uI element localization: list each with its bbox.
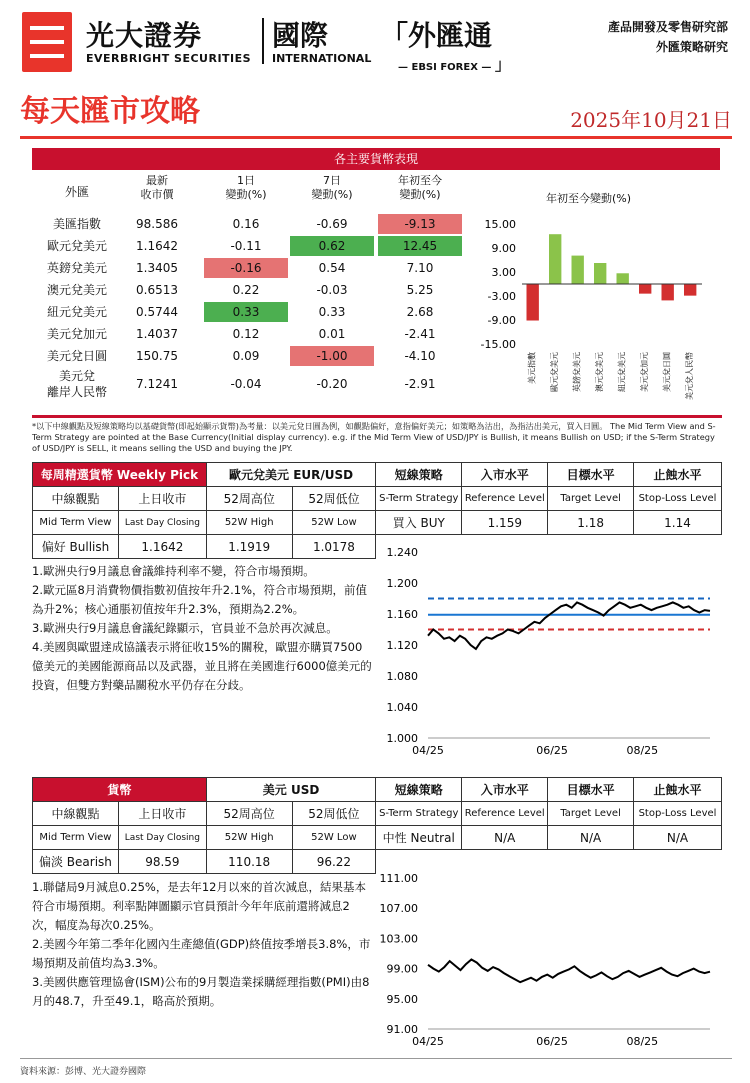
h-52high: 52周高位 [206, 487, 292, 511]
perf-value: 2.68 [406, 305, 434, 319]
intl-name-cn: 國際 [272, 19, 329, 52]
pick-pair: 歐元兌美元 EUR/USD [206, 463, 375, 487]
category-label: 歐元兌美元 [549, 352, 559, 392]
category-label: 澳元兌美元 [594, 352, 604, 392]
h-52high: 52周高位 [206, 802, 292, 826]
strategy-value: 買入 BUY [376, 511, 462, 535]
perf-value: 150.75 [136, 349, 178, 363]
x-tick-label: 06/25 [536, 744, 568, 757]
e-stop: Stop-Loss Level [634, 487, 722, 511]
y-tick-label: 107.00 [380, 902, 418, 916]
perf-value: 0.62 [290, 236, 374, 256]
high52-value: 110.18 [206, 850, 292, 874]
x-tick-label: 06/25 [536, 1035, 568, 1048]
currency-name: 美匯指數 [52, 217, 101, 231]
ytd-bar [662, 284, 674, 300]
ytd-chart-title: 年初至今變動(%) [546, 192, 632, 205]
perf-value: 7.1241 [136, 377, 178, 391]
e-52high: 52W High [206, 511, 292, 535]
y-tick-label: -15.00 [480, 338, 516, 351]
h-midview: 中線觀點 [33, 802, 119, 826]
report-date: 2025年10月21日 [570, 108, 732, 132]
section-rule [32, 415, 722, 418]
note-item: 1.聯儲局9月減息0.25%，是去年12月以來的首次減息，結果基本符合市場預期。利率點陣圖顯示官員預計今年年底前還將減息2次，幅度為每次0.25%。 [32, 880, 366, 932]
currency-name: 歐元兌美元 [46, 239, 107, 253]
high52-value: 1.1919 [206, 535, 292, 559]
e-stop: Stop-Loss Level [634, 802, 722, 826]
h-lastclose: 上日收市 [118, 802, 206, 826]
e-target: Target Level [548, 802, 634, 826]
low52-value: 1.0178 [292, 535, 376, 559]
category-label: 美元兌加元 [639, 352, 649, 392]
target-value: 1.18 [548, 511, 634, 535]
pick-pair: 美元 USD [206, 778, 375, 802]
currency-name: 美元兌日圓 [46, 349, 107, 363]
h-52low: 52周低位 [292, 487, 376, 511]
price-line [428, 960, 710, 983]
note-item: 1.歐洲央行9月議息會議維持利率不變，符合市場預期。 [32, 564, 315, 578]
forex-brand-cn: 「外匯通 [380, 19, 493, 52]
note-item: 2.美國今年第二季年化國內生產總值(GDP)終值按季增長3.8%，市場預期及前值均為3.3%。 [32, 937, 371, 970]
e-52high: 52W High [206, 826, 292, 850]
h-stop: 止蝕水平 [634, 463, 722, 487]
e-strategy: S-Term Strategy [376, 802, 462, 826]
category-label: 美元指數 [527, 352, 537, 384]
header-rule [20, 136, 732, 139]
perf-value: 0.5744 [136, 305, 178, 319]
perf-value: 5.25 [406, 283, 434, 297]
h-lastclose: 上日收市 [118, 487, 206, 511]
note-item: 3.美國供應管理協會(ISM)公布的9月製造業採購經理指數(PMI)由8月的48.7，升至49.1，略高於預期。 [32, 975, 370, 1008]
h-target: 目標水平 [548, 463, 634, 487]
y-tick-label: 1.240 [386, 546, 418, 559]
currency-name: 美元兌 [58, 369, 95, 383]
perf-value: 0.6513 [136, 283, 178, 297]
lastclose-value: 1.1642 [118, 535, 206, 559]
brand-name-en: EVERBRIGHT SECURITIES [86, 52, 252, 65]
performance-table [32, 172, 472, 412]
y-tick-label: 111.00 [380, 872, 418, 885]
e-entry: Reference Level [462, 802, 548, 826]
h-52low: 52周低位 [292, 802, 376, 826]
col-header-close: 最新 收市價 [140, 174, 174, 201]
perf-value: -2.91 [404, 377, 436, 391]
perf-value: -0.16 [204, 258, 288, 278]
perf-value: 0.33 [204, 302, 288, 322]
e-target: Target Level [548, 487, 634, 511]
note-item: 3.歐洲央行9月議息會議紀錄顯示，官員並不急於再次減息。 [32, 621, 338, 635]
note-item: 2.歐元區8月消費物價指數初值按年升2.1%，符合市場預期，前值為升2%；核心通脹初值按年升2.3%，預期為2.2%。 [32, 583, 368, 616]
currency-name: 離岸人民幣 [46, 385, 107, 399]
target-value: N/A [548, 826, 634, 850]
y-tick-label: 1.200 [386, 577, 418, 590]
perf-value: -0.20 [316, 377, 348, 391]
currency-tag: 貨幣 [33, 778, 207, 802]
performance-heading: 各主要貨幣表現 [32, 148, 720, 170]
view-value: 偏好 Bullish [33, 535, 119, 559]
ytd-bar [684, 284, 696, 296]
note-item: 4.美國與歐盟達成協議表示將征收15%的關稅，歐盟亦購買7500億美元的美國能源商品以及武器，並且將在美國進行6000億美元的投資，但雙方對藥品關稅水平仍存在分歧。 [32, 640, 372, 692]
y-tick-label: 95.00 [386, 992, 418, 1006]
forex-brand-en: — EBSI FOREX — 」 [398, 55, 511, 74]
entry-value: N/A [462, 826, 548, 850]
perf-value: -0.11 [230, 239, 262, 253]
e-midview: Mid Term View [33, 511, 119, 535]
x-tick-label: 08/25 [626, 744, 659, 757]
col-header-ytd: 年初至今 變動(%) [398, 174, 442, 201]
low52-value: 96.22 [292, 850, 376, 874]
e-strategy: S-Term Strategy [376, 487, 462, 511]
data-source: 資料來源：彭博、光大證券國際 [20, 1067, 147, 1077]
perf-value: 0.01 [318, 327, 346, 341]
perf-value: 1.4037 [136, 327, 178, 341]
h-entry: 入市水平 [462, 463, 548, 487]
brand-name-cn: 光大證券 [86, 19, 203, 52]
ytd-bar [594, 263, 606, 284]
h-midview: 中線觀點 [33, 487, 119, 511]
y-tick-label: 99.00 [386, 962, 418, 976]
perf-value: 0.09 [232, 349, 260, 363]
footnote: *以下中線觀點及短線策略均以基礎貨幣(即起始顯示貨幣)為考量：以美元兌日圓為例，如觀點偏好，意指偏好美元；如策略為沽出，為指沽出美元，買入日圓。 The Mid Term View and S-Term Strategy are pointed at the Base Currency(Initial display currency). e.g. if the Mid Term View of USD/JPY is Bullish, it means Bullish on USD; if the S-Term Strategy of USD/JPY is SELL, it means selling the USD and buying the JPY. [32, 421, 716, 453]
h-stop: 止蝕水平 [634, 778, 722, 802]
usd-index-chart [380, 868, 720, 1053]
currency-name: 澳元兌美元 [46, 283, 107, 297]
pick1-notes [32, 562, 372, 695]
y-tick-label: -9.00 [487, 314, 516, 327]
y-tick-label: 1.080 [386, 670, 418, 683]
ytd-bar [639, 284, 651, 294]
currency-name: 美元兌加元 [46, 327, 107, 341]
company-logo-icon [22, 12, 72, 72]
ytd-bar-chart [470, 210, 710, 410]
perf-value: 12.45 [378, 236, 462, 256]
ytd-bar [549, 234, 561, 284]
stop-value: 1.14 [634, 511, 722, 535]
y-tick-label: -3.00 [487, 290, 516, 303]
currency-name: 英鎊兌美元 [46, 261, 107, 275]
weekly-pick-tag: 每周精選貨幣 Weekly Pick [33, 463, 207, 487]
h-entry: 入市水平 [462, 778, 548, 802]
currency-name [32, 368, 122, 402]
y-tick-label: 3.00 [491, 266, 516, 279]
category-label: 美元兌人民幣 [684, 352, 694, 400]
col-header-7d: 7日 變動(%) [311, 174, 353, 201]
perf-value: -0.03 [316, 283, 348, 297]
x-tick-label: 08/25 [626, 1035, 659, 1048]
strategy-value: 中性 Neutral [376, 826, 462, 850]
view-value: 偏淡 Bearish [33, 850, 119, 874]
stop-value: N/A [634, 826, 722, 850]
perf-value: -9.13 [378, 214, 462, 234]
ytd-bar [527, 284, 539, 321]
usd-pick-table [32, 777, 722, 874]
h-target: 目標水平 [548, 778, 634, 802]
perf-value: 0.12 [232, 327, 260, 341]
y-tick-label: 1.160 [386, 608, 418, 621]
department-name: 產品開發及零售研究部 [607, 20, 728, 34]
currency-name: 紐元兌美元 [46, 305, 107, 319]
col-header-fx: 外匯 [64, 185, 89, 199]
category-label: 英鎊兌美元 [572, 352, 582, 392]
y-tick-label: 15.00 [484, 218, 516, 231]
perf-value: 98.586 [136, 217, 178, 231]
e-52low: 52W Low [292, 511, 376, 535]
perf-value: -4.10 [404, 349, 436, 363]
e-lastclose: Last Day Closing [118, 826, 206, 850]
perf-value: 7.10 [406, 261, 434, 275]
e-midview: Mid Term View [33, 826, 119, 850]
y-tick-label: 9.00 [491, 242, 516, 255]
category-label: 美元兌日圓 [662, 352, 672, 392]
department-subname: 外匯策略研究 [655, 40, 728, 54]
perf-value: 1.3405 [136, 261, 178, 275]
y-tick-label: 91.00 [386, 1023, 418, 1036]
perf-value: -0.69 [316, 217, 348, 231]
perf-value: 0.54 [318, 261, 346, 275]
perf-value: 0.22 [232, 283, 260, 297]
report-title: 每天匯市攻略 [20, 94, 200, 129]
entry-value: 1.159 [462, 511, 548, 535]
price-line [428, 602, 710, 649]
intl-name-en: INTERNATIONAL [272, 52, 372, 65]
perf-value: -0.04 [230, 377, 262, 391]
perf-value: 1.1642 [136, 239, 178, 253]
e-entry: Reference Level [462, 487, 548, 511]
y-tick-label: 1.120 [386, 639, 418, 652]
x-tick-label: 04/25 [412, 744, 444, 757]
col-header-1d: 1日 變動(%) [225, 174, 267, 201]
y-tick-label: 1.000 [386, 732, 418, 745]
perf-value: -2.41 [404, 327, 436, 341]
footer-rule [20, 1058, 732, 1059]
pick2-notes [32, 878, 372, 1011]
perf-value: 0.16 [232, 217, 260, 231]
x-tick-label: 04/25 [412, 1035, 444, 1048]
h-strategy: 短線策略 [376, 463, 462, 487]
y-tick-label: 103.00 [380, 932, 418, 946]
ytd-bar [617, 273, 629, 284]
perf-value: -1.00 [290, 346, 374, 366]
category-label: 紐元兌美元 [617, 352, 627, 392]
e-52low: 52W Low [292, 826, 376, 850]
perf-value: 0.33 [318, 305, 346, 319]
h-strategy: 短線策略 [376, 778, 462, 802]
eurusd-price-chart [380, 542, 720, 762]
e-lastclose: Last Day Closing [118, 511, 206, 535]
ytd-bar [572, 256, 584, 284]
lastclose-value: 98.59 [118, 850, 206, 874]
y-tick-label: 1.040 [386, 701, 418, 714]
header-divider [262, 18, 264, 64]
